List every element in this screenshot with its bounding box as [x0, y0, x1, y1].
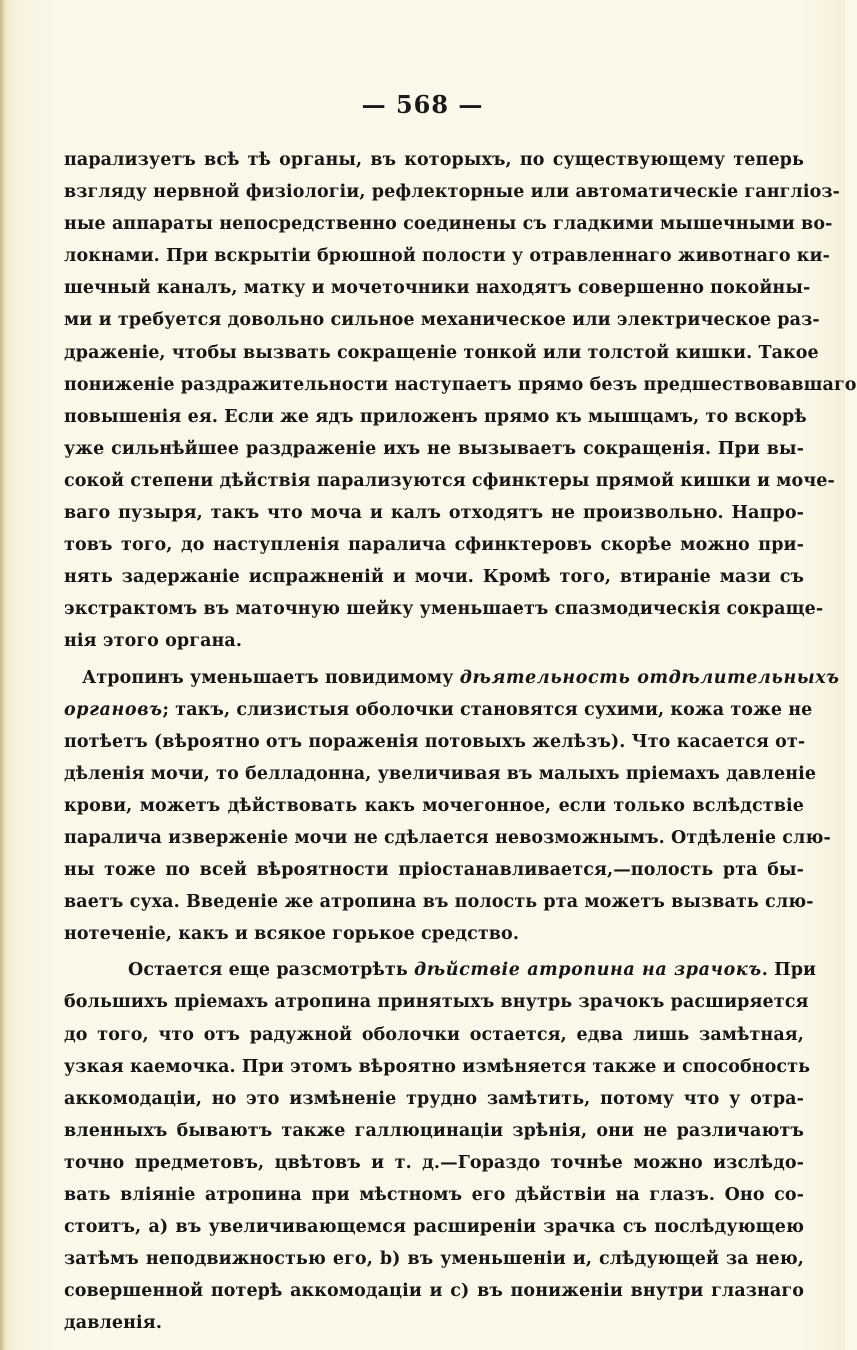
text-line — [64, 954, 817, 986]
paragraph — [64, 144, 857, 658]
text-line: взгляду нервной физiологiи, рефлекторные или автоматическiе гангліоз- — [64, 182, 841, 203]
text-line: ные аппараты непосредственно соединены съ гладкими мышечными во- — [64, 214, 833, 235]
text-line: узкая каемочка. При этомъ вѣроятно измѣняется также и способность — [64, 1056, 811, 1077]
page-number: — 568 — — [361, 90, 484, 119]
text-line: точно предметовъ, цвѣтовъ и т. д.—Гораздо точнѣе можно изслѣдо- — [64, 1152, 804, 1173]
text-line: давленiя. — [64, 1313, 163, 1334]
text-run: Остается еще разсмотрѣть — [128, 960, 415, 981]
text-run: Атропинъ уменьшаетъ повидимому — [82, 667, 460, 688]
text-line: ны тоже по всей вѣроятности прiостанавливается,—полость рта бы- — [64, 860, 804, 881]
text-line — [64, 694, 813, 726]
body-text — [64, 144, 857, 1339]
text-line: потѣетъ (вѣроятно отъ пораженiя потовыхъ желѣзъ). Что касается от- — [64, 731, 806, 752]
text-line: паралича изверженiе мочи не сдѣлается невозможнымъ. Отдѣленiе слю- — [64, 827, 831, 848]
text-line: нять задержанiе испражненiй и мочи. Кромѣ того, втиранiе мази съ — [64, 567, 804, 588]
text-line: нотеченiе, какъ и всякое горькое средство. — [64, 924, 520, 945]
text-run: . При — [761, 960, 817, 981]
text-line: совершенной потерѣ аккомодацiи и с) въ пониженiи внутри глазнаго — [64, 1281, 804, 1302]
text-line: ваго пузыря, такъ что моча и калъ отходятъ не произвольно. Напро- — [64, 503, 804, 524]
text-line: большихъ прiемахъ атропина принятыхъ внутрь зрачокъ расширяется — [64, 992, 809, 1013]
text-line: до того, что отъ радужной оболочки остается, едва лишь замѣтная, — [64, 1024, 804, 1045]
paragraph — [64, 662, 840, 951]
text-line: крови, можетъ дѣйствовать какъ мочегонное, если только вслѣдствiе — [64, 795, 804, 816]
text-line: дѣленiя мочи, то белладонна, увеличивая въ малыхъ прiемахъ давленiе — [64, 763, 817, 784]
text-line: аккомодацiи, но это измѣненiе трудно замѣтить, потому что у отра- — [64, 1088, 804, 1109]
text-line: стоитъ, а) въ увеличивающемся расширенiи зрачка съ послѣдующею — [64, 1217, 804, 1238]
text-line: вать влiянiе атропина при мѣстномъ его дѣйствiи на глазъ. Оно со- — [64, 1185, 804, 1205]
text-line: товъ того, до наступленiя паралича сфинктеровъ скорѣе можно при- — [64, 535, 804, 556]
text-line: ми и требуется довольно сильное механическое или электрическое раз- — [64, 310, 820, 331]
text-line: затѣмъ неподвижностью его, b) въ уменьшенiи и, слѣдующей за нею, — [64, 1249, 804, 1270]
text-line: сокой степени дѣйствiя парализуются сфинктеры прямой кишки и моче- — [64, 470, 835, 491]
text-run: ; такъ, слизистыя оболочки становятся сухими, кожа тоже не — [162, 699, 813, 720]
text-line: нiя этого органа. — [64, 631, 243, 652]
emphasis-text: дѣйствiе атропина на зрачокъ — [414, 960, 762, 981]
text-line: драженiе, чтобы вызвать сокращенiе тонкой или толстой кишки. Такое — [64, 342, 819, 363]
text-line: локнами. При вскрытiи брюшной полости у отравленнаго животнаго ки- — [64, 246, 830, 267]
emphasis-text: органовъ — [64, 699, 163, 720]
text-line: повышенiя ея. Если же ядъ приложенъ прямо къ мышцамъ, то вскорѣ — [64, 406, 807, 427]
text-line — [64, 662, 840, 694]
paragraph — [64, 954, 817, 1339]
text-line: шечный каналъ, матку и мочеточники находятъ совершенно покойны- — [64, 278, 811, 299]
text-line: экстрактомъ въ маточную шейку уменьшаетъ спазмодическiя сокраще- — [64, 599, 824, 620]
text-line: вленныхъ бываютъ также галлюцинацiи зрѣнiя, они не различаютъ — [64, 1120, 804, 1141]
text-line: парализуетъ всѣ тѣ органы, въ которыхъ, по существующему теперь — [64, 150, 804, 170]
page-edge-shadow — [0, 0, 6, 1350]
text-line: ваетъ суха. Введенiе же атропина въ полость рта можетъ вызвать слю- — [64, 892, 814, 913]
emphasis-text: дѣятельность отдѣлительныхъ — [459, 667, 840, 688]
text-line: пониженiе раздражительности наступаетъ прямо безъ предшествовавшаго — [64, 374, 857, 395]
text-line: уже сильнѣйшее раздраженiе ихъ не вызываетъ сокращенiя. При вы- — [64, 438, 804, 459]
